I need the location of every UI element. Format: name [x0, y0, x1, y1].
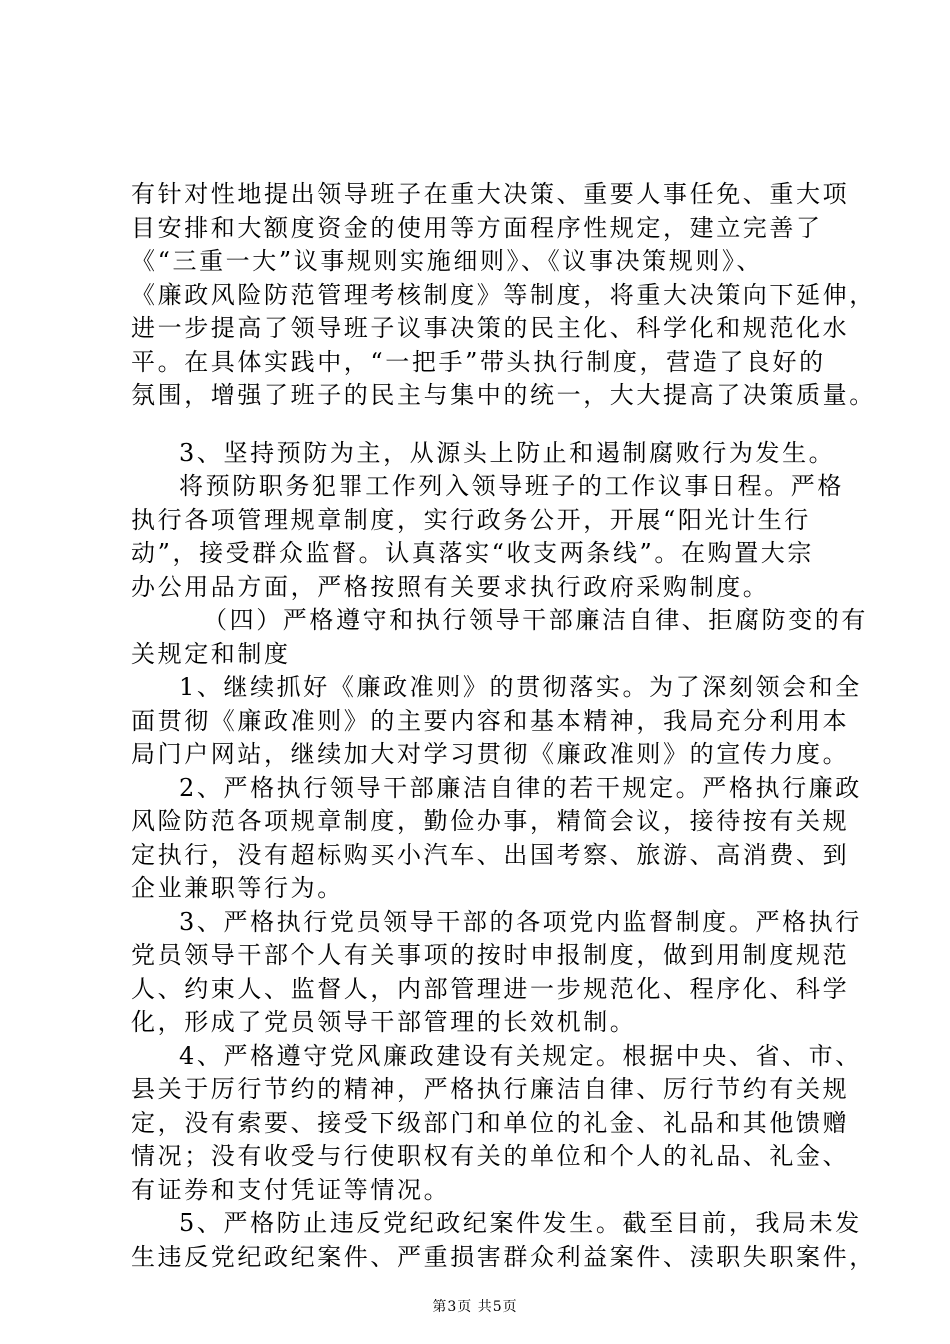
paragraph: [131, 671, 862, 772]
text-line: 平。在具体实践中，“一把手”带头执行制度，营造了良好的: [131, 347, 826, 376]
text-line: 定执行，没有超标购买小汽车、出国考察、旅游、高消费、到: [131, 840, 850, 869]
text-line: 县关于厉行节约的精神，严格执行廉洁自律、厉行节约有关规: [131, 1075, 850, 1103]
text-line: 面贯彻《廉政准则》的主要内容和基本精神，我局充分利用本: [131, 706, 850, 735]
text-line: 有针对性地提出领导班子在重大决策、重要人事任免、重大项: [131, 180, 850, 208]
text-line: 情况；没有收受与行使职权有关的单位和个人的礼品、礼金、: [131, 1142, 850, 1170]
paragraph: [131, 470, 844, 604]
text-line: 执行各项管理规章制度，实行政务公开，开展“阳光计生行: [131, 505, 811, 534]
paragraph-gap: [131, 413, 831, 437]
text-line: 生违反党纪政纪案件、严重损害群众利益案件、渎职失职案件，: [131, 1242, 876, 1271]
text-line: 目安排和大额度资金的使用等方面程序性规定，建立完善了: [131, 213, 823, 242]
paragraph: [131, 1207, 876, 1274]
text-line: 进一步提高了领导班子议事决策的民主化、科学化和规范化水: [131, 314, 850, 342]
paragraph: [131, 1040, 862, 1208]
text-line: 将预防职务犯罪工作列入领导班子的工作议事日程。严格: [179, 472, 844, 500]
text-line: 《廉政风险防范管理考核制度》等制度，将重大决策向下延伸，: [131, 280, 876, 309]
text-line: 定，没有索要、接受下级部门和单位的礼金、礼品和其他馈赠: [131, 1108, 850, 1137]
text-line: 动”，接受群众监督。认真落实“收支两条线”。在购置大宗: [131, 539, 815, 567]
text-line: 3、坚持预防为主，从源头上防止和遏制腐败行为发生。: [179, 438, 836, 467]
page-footer: 第3页 共5页: [432, 1299, 518, 1315]
text-line: 局门户网站，继续加大对学习贯彻《廉政准则》的宣传力度。: [131, 740, 850, 768]
text-line: 2、严格执行领导干部廉洁自律的若干规定。严格执行廉政: [179, 773, 862, 802]
text-line: 办公用品方面，严格按照有关要求执行政府采购制度。: [131, 572, 770, 601]
paragraph: [131, 604, 868, 671]
text-line: 人、约束人、监督人，内部管理进一步规范化、程序化、科学: [131, 974, 850, 1003]
text-line: （四）严格遵守和执行领导干部廉洁自律、拒腐防变的有: [203, 606, 868, 634]
paragraph: [131, 906, 862, 1040]
text-line: 《“三重一大”议事规则实施细则》、《议事决策规则》、: [131, 247, 764, 275]
text-line: 1、继续抓好《廉政准则》的贯彻落实。为了深刻领会和全: [179, 673, 862, 701]
text-line: 企业兼职等行为。: [131, 874, 344, 902]
text-line: 风险防范各项规章制度，勤俭办事，精简会议，接待按有关规: [131, 807, 850, 835]
text-line: 5、严格防止违反党纪政纪案件发生。截至目前，我局未发: [179, 1209, 862, 1237]
paragraph: [131, 178, 876, 413]
text-line: 党员领导干部个人有关事项的按时申报制度，做到用制度规范: [131, 941, 850, 969]
text-line: 4、严格遵守党风廉政建设有关规定。根据中央、省、市、: [179, 1041, 862, 1070]
text-line: 化，形成了党员领导干部管理的长效机制。: [131, 1008, 637, 1036]
document-body: [131, 178, 876, 1274]
text-line: 氛围，增强了班子的民主与集中的统一，大大提高了决策质量。: [131, 381, 876, 409]
text-line: 3、严格执行党员领导干部的各项党内监督制度。严格执行: [179, 907, 862, 936]
paragraph: [131, 772, 862, 906]
paragraph: [131, 437, 836, 471]
text-line: 关规定和制度: [131, 639, 291, 668]
text-line: 有证券和支付凭证等情况。: [131, 1175, 451, 1204]
